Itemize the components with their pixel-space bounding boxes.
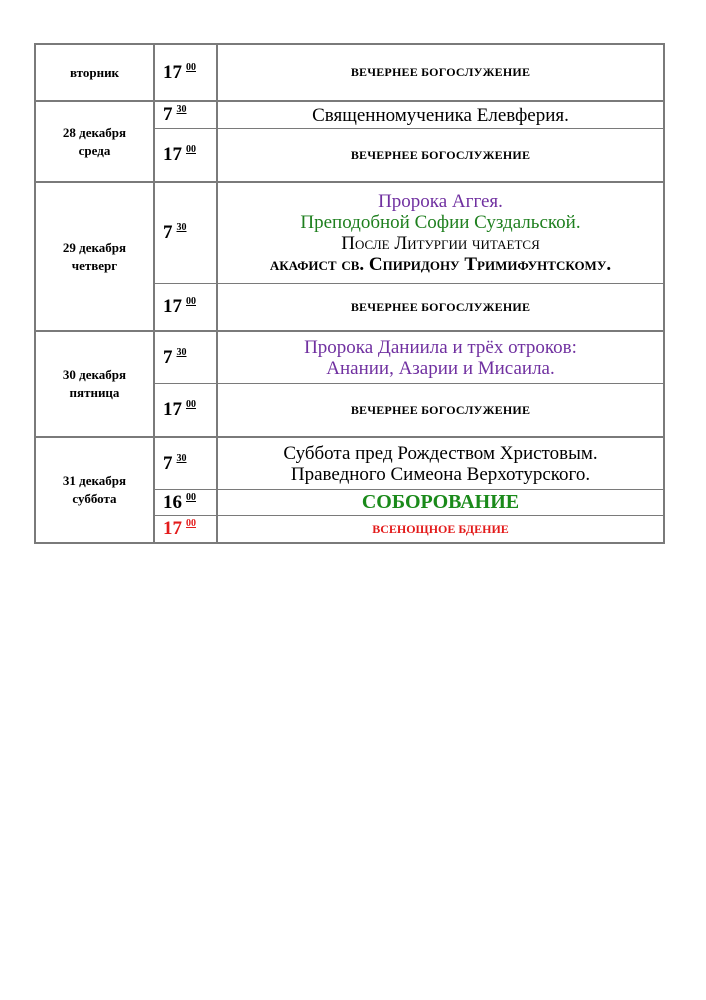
event-text: ВЕЧЕРНЕЕ БОГОСЛУЖЕНИЕ <box>350 299 531 314</box>
schedule-row <box>36 438 663 490</box>
event-cell <box>218 45 663 102</box>
time-hour: 17 <box>163 399 182 420</box>
time-cell <box>155 45 218 102</box>
event-cell <box>218 490 663 516</box>
date-label: 30 декабря <box>62 367 127 382</box>
time-minute: 00 <box>186 399 196 410</box>
event-text: ВЕЧЕРНЕЕ БОГОСЛУЖЕНИЕ <box>350 147 531 162</box>
time-minute: 30 <box>176 452 187 464</box>
event-line: Пророка Даниила и трёх отроков: <box>304 336 577 358</box>
date-cell <box>36 102 155 183</box>
event-cell <box>218 384 663 438</box>
time-hour: 16 <box>163 491 182 513</box>
date-label: 28 декабря <box>62 124 127 140</box>
event-cell <box>218 516 663 542</box>
event-line: Анании, Азарии и Мисаила. <box>326 357 555 379</box>
schedule-row <box>36 102 663 129</box>
time-hour: 17 <box>163 518 182 539</box>
event-cell <box>218 438 663 490</box>
event-line: Пророка Аггея. <box>378 191 503 212</box>
time-minute: 00 <box>186 296 196 307</box>
time-cell <box>155 438 218 490</box>
event-line: Преподобной Софии Суздальской. <box>300 212 581 233</box>
time-hour: 17 <box>163 144 182 165</box>
time-minute: 00 <box>186 518 196 529</box>
event-text: Священномученика Елевферия. <box>312 104 569 126</box>
event-line: Суббота пред Рождеством Христовым. <box>283 442 598 464</box>
date-cell <box>36 332 155 438</box>
event-cell <box>218 284 663 332</box>
event-cell <box>218 332 663 384</box>
date-cell <box>36 45 155 102</box>
time-hour: 17 <box>163 296 182 317</box>
weekday-label: вторник <box>69 64 120 80</box>
weekday-label: пятница <box>69 385 120 400</box>
time-cell <box>155 183 218 284</box>
event-text: ВЕЧЕРНЕЕ БОГОСЛУЖЕНИЕ <box>350 402 531 417</box>
time-cell <box>155 102 218 129</box>
time-cell <box>155 284 218 332</box>
time-cell <box>155 384 218 438</box>
time-minute: 30 <box>176 222 187 233</box>
schedule-table <box>34 43 665 544</box>
weekday-label: суббота <box>72 491 117 506</box>
time-hour: 7 <box>163 222 173 243</box>
weekday-label: четверг <box>71 257 118 273</box>
time-minute: 00 <box>186 61 196 73</box>
time-hour: 7 <box>163 104 173 125</box>
time-cell <box>155 332 218 384</box>
time-minute: 00 <box>186 491 196 503</box>
schedule-row <box>36 45 663 102</box>
date-label: 29 декабря <box>62 239 127 255</box>
event-text: СОБОРОВАНИЕ <box>361 491 520 513</box>
event-line: акафист св. Спиридону Тримифунтскому. <box>269 254 612 275</box>
time-minute: 30 <box>176 104 187 115</box>
event-line: После Литургии читается <box>341 233 540 254</box>
weekday-label: среда <box>78 142 111 158</box>
time-hour: 7 <box>163 452 173 474</box>
time-minute: 00 <box>186 144 196 155</box>
time-hour: 17 <box>163 61 182 83</box>
event-cell <box>218 102 663 129</box>
schedule-row <box>36 332 663 384</box>
event-text: ВСЕНОЩНОЕ БДЕНИЕ <box>372 521 509 536</box>
time-cell <box>155 516 218 542</box>
event-text: ВЕЧЕРНЕЕ БОГОСЛУЖЕНИЕ <box>350 65 531 79</box>
time-cell <box>155 129 218 183</box>
time-minute: 30 <box>176 346 187 358</box>
date-cell <box>36 183 155 332</box>
date-cell <box>36 438 155 542</box>
time-hour: 7 <box>163 346 173 368</box>
event-cell <box>218 183 663 284</box>
date-label: 31 декабря <box>62 473 127 488</box>
schedule-row <box>36 183 663 284</box>
event-line: Праведного Симеона Верхотурского. <box>290 463 591 485</box>
event-cell <box>218 129 663 183</box>
time-cell <box>155 490 218 516</box>
